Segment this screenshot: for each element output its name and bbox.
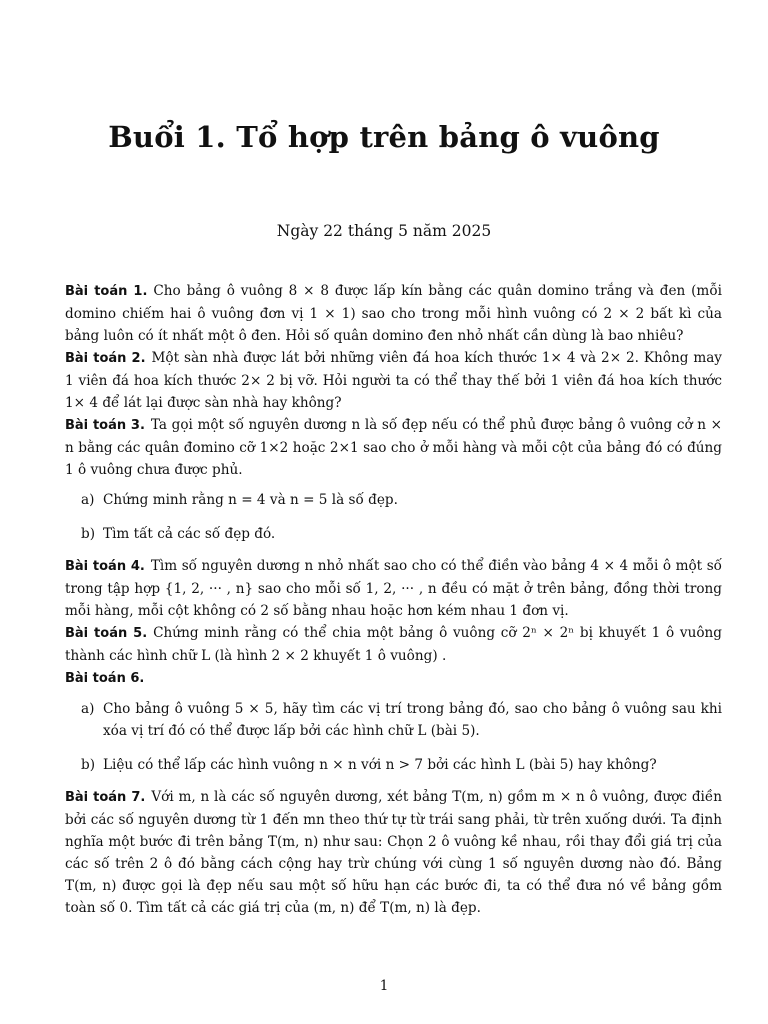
document-title: Buổi 1. Tổ hợp trên bảng ô vuông (108, 120, 660, 154)
document-body (65, 280, 722, 919)
item-marker: b) (81, 526, 96, 542)
problem-label: Bài toán 7. (65, 790, 146, 805)
problem-6-subitems (65, 698, 722, 776)
document-date: Ngày 22 tháng 5 năm 2025 (276, 222, 492, 240)
problem-label: Bài toán 6. (65, 671, 145, 686)
problem-6 (65, 667, 722, 690)
item-text: Liệu có thể lấp các hình vuông n × n với n > 7 bởi các hình L (bài 5) hay không? (103, 757, 657, 773)
problem-3-subitems (65, 489, 722, 545)
problem-text: Một sàn nhà được lát bởi những viên đá hoa kích thước 1× 4 và 2× 2. Không may 1 viên đá hoa kích thước 2× 2 bị vỡ. Hỏi người ta có thể thay thế bởi 1 viên đá hoa kích thước 1× 4 để lát lại được sàn nhà hay không? (65, 350, 722, 411)
problem-text: Cho bảng ô vuông 8 × 8 được lấp kín bằng các quân domino trắng và đen (mỗi domino chiếm hai ô vuông đơn vị 1 × 1) sao cho trong mỗi hình vuông có 2 × 2 bất kì của bảng luôn có ít nhất một ô đen. Hỏi số quân domino đen nhỏ nhất cần dùng là bao nhiêu? (65, 283, 722, 344)
problem-text: Ta gọi một số nguyên dương n là số đẹp nếu có thể phủ được bảng ô vuông cở n × n bằng các quân đomino cỡ 1×2 hoặc 2×1 sao cho ở mỗi hàng và mỗi cột của bảng đó có đúng 1 ô vuông chưa được phủ. (65, 417, 722, 478)
item-text: Chứng minh rằng n = 4 và n = 5 là số đẹp. (103, 492, 398, 508)
problem-2 (65, 347, 722, 414)
problem-7 (65, 786, 722, 919)
problem-text: Chứng minh rằng có thể chia một bảng ô vuông cỡ 2ⁿ × 2ⁿ bị khuyết 1 ô vuông thành các hình chữ L (là hình 2 × 2 khuyết 1 ô vuông) . (65, 625, 722, 664)
problem-5 (65, 622, 722, 667)
problem-label: Bài toán 3. (65, 418, 145, 433)
problem-text: Với m, n là các số nguyên dương, xét bảng T(m, n) gồm m × n ô vuông, được điền bởi các số nguyên dương từ 1 đến mn theo thứ tự từ trái sang phải, từ trên xuống dưới. Ta định nghĩa một bước đi trên bảng T(m, n) như sau: Chọn 2 ô vuông kề nhau, rồi thay đổi giá trị của các số trên 2 ô đó bằng cách cộng hay trừ chúng với cùng 1 số nguyên dương nào đó. Bảng T(m, n) được gọi là đẹp nếu sau một số hữu hạn các bước đi, ta có thể đưa nó về bảng gồm toàn số 0. Tìm tất cả các giá trị của (m, n) để T(m, n) là đẹp. (65, 789, 722, 916)
list-item (81, 523, 722, 545)
problem-label: Bài toán 2. (65, 351, 146, 366)
problem-label: Bài toán 4. (65, 559, 145, 574)
item-text: Tìm tất cả các số đẹp đó. (103, 526, 276, 542)
item-marker: a) (81, 701, 95, 717)
item-text: Cho bảng ô vuông 5 × 5, hãy tìm các vị trí trong bảng đó, sao cho bảng ô vuông sau khi xóa vị trí đó có thể được lấp bởi các hình chữ L (bài 5). (103, 701, 722, 739)
problem-4 (65, 555, 722, 622)
item-marker: a) (81, 492, 95, 508)
list-item (81, 698, 722, 742)
problem-text: Tìm số nguyên dương n nhỏ nhất sao cho có thể điền vào bảng 4 × 4 mỗi ô một số trong tập hợp {1, 2, ··· , n} sao cho mỗi số 1, 2, ··· , n đều có mặt ở trên bảng, đồng thời trong mỗi hàng, mỗi cột không có 2 số bằng nhau hoặc hơn kém nhau 1 đơn vị. (65, 558, 722, 619)
problem-1 (65, 280, 722, 347)
page-number: 1 (379, 978, 389, 994)
list-item (81, 754, 722, 776)
list-item (81, 489, 722, 511)
problem-label: Bài toán 5. (65, 626, 148, 641)
item-marker: b) (81, 757, 96, 773)
problem-label: Bài toán 1. (65, 284, 148, 299)
problem-3 (65, 414, 722, 481)
